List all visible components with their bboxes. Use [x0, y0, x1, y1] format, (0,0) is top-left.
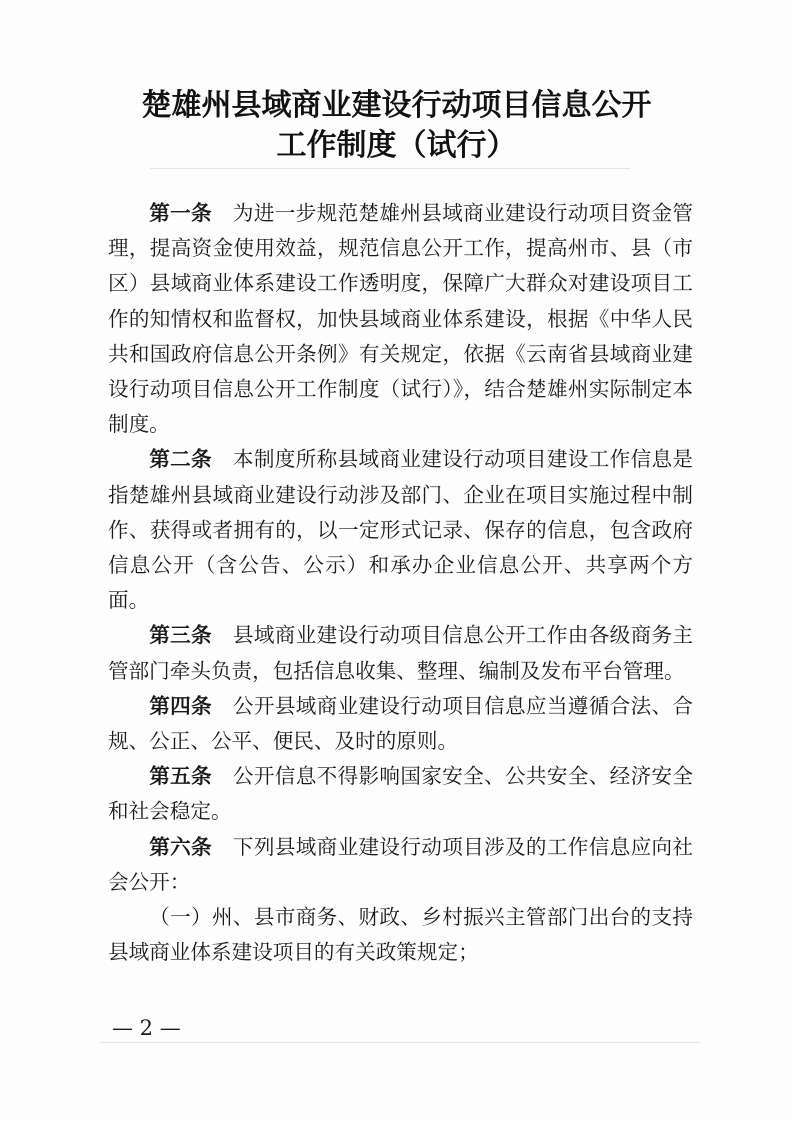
article-text: 县域商业建设行动项目信息公开工作由各级商务主管部门牵头负责，包括信息收集、整理、编制及发布平台管理。 [108, 623, 694, 683]
article-gap [212, 764, 233, 788]
article-label: 第五条 [149, 764, 212, 789]
article-text: 公开信息不得影响国家安全、公共安全、经济安全和社会稳定。 [108, 764, 694, 824]
document-title-line1: 楚雄州县域商业建设行动项目信息公开 [141, 88, 652, 123]
article-3 [108, 618, 693, 688]
article-label: 第二条 [149, 447, 212, 472]
article-1 [108, 196, 693, 442]
list-item-text: （一）州、县市商务、财政、乡村振兴主管部门出台的支持县域商业体系建设项目的有关政策规定； [108, 905, 693, 965]
article-label: 第一条 [149, 201, 212, 225]
article-label: 第三条 [149, 623, 212, 648]
article-gap [212, 201, 233, 225]
article-gap [212, 694, 233, 718]
article-2 [108, 442, 693, 618]
article-6 [108, 830, 693, 900]
scan-artifact [100, 1042, 700, 1043]
article-label: 第四条 [149, 693, 212, 718]
article-text: 本制度所称县域商业建设行动项目建设工作信息是指楚雄州县域商业建设行动涉及部门、企业在项目实施过程中制作、获得或者拥有的，以一定形式记录、保存的信息，包含政府信息公开（含公告、公示）和承办企业信息公开、共享两个方面。 [108, 447, 694, 613]
article-gap [212, 447, 233, 471]
article-text: 公开县域商业建设行动项目信息应当遵循合法、合规、公正、公平、便民、及时的原则。 [108, 693, 694, 754]
article-4 [108, 689, 693, 759]
article-gap [212, 835, 233, 859]
scan-artifact [150, 168, 630, 169]
article-5 [108, 759, 693, 829]
article-text: 为进一步规范楚雄州县域商业建设行动项目资金管理，提高资金使用效益，规范信息公开工作，提高州市、县（市区）县域商业体系建设工作透明度，保障广大群众对建设项目工作的知情权和监督权，加快县域商业体系建设，根据《中华人民共和国政府信息公开条例》有关规定，依据《云南省县域商业建设行动项目信息公开工作制度（试行）》，结合楚雄州实际制定本制度。 [108, 201, 694, 437]
article-label: 第六条 [149, 834, 212, 859]
page-number: — 2 — [112, 1016, 181, 1040]
list-item-1 [108, 900, 693, 970]
document-body [108, 196, 693, 970]
article-text: 下列县域商业建设行动项目涉及的工作信息应向社会公开： [108, 834, 694, 894]
article-gap [212, 623, 233, 647]
document-title-line2: 工作制度（试行） [276, 128, 517, 163]
